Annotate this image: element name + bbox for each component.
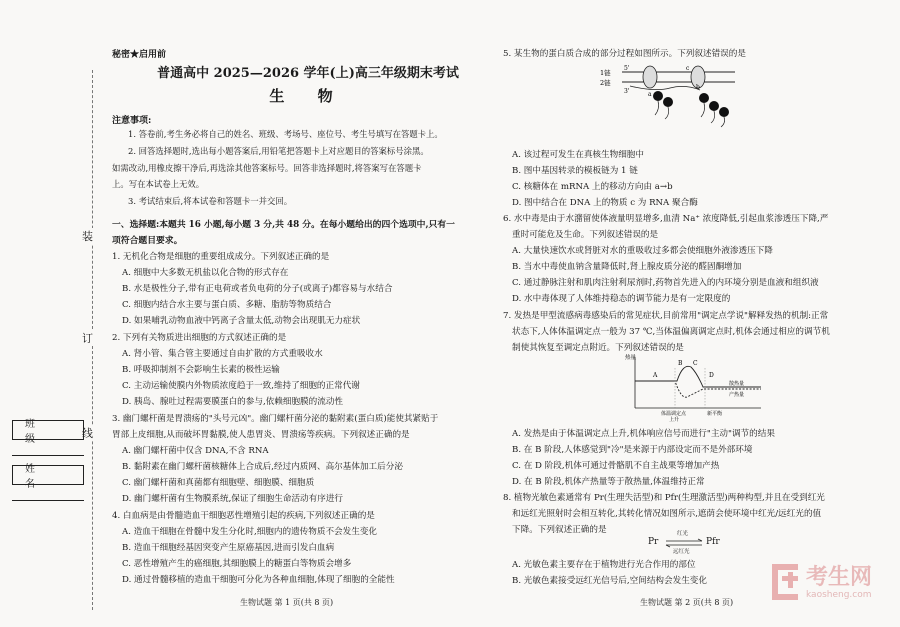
q5-translation-diagram <box>600 62 740 132</box>
q5-label-chain1: 1链 <box>600 69 611 77</box>
q1-option-c: C. 细胞内结合水主要与蛋白质、多糖、脂肪等物质结合 <box>122 300 332 310</box>
q2-option-a: A. 肾小管、集合管主要通过自由扩散的方式重吸收水 <box>122 349 323 359</box>
class-field[interactable] <box>12 455 84 456</box>
q7-stem-cont2: 制使其恢复至调定点附近。下列叙述错误的是 <box>512 343 684 353</box>
watermark-url: kaosheng.com <box>806 590 872 600</box>
q5-label-chain2: 2链 <box>600 79 611 87</box>
watermark-text: 考生网 <box>806 565 873 590</box>
q7-label-b: B <box>678 360 683 367</box>
q3-option-a: A. 幽门螺杆菌中仅含 DNA,不含 RNA <box>122 446 269 456</box>
q7-label-a: A <box>653 372 658 379</box>
subject-title: 生 物 <box>269 87 347 105</box>
q3-option-b: B. 黏附素在幽门螺杆菌核糖体上合成后,经过内质网、高尔基体加工后分泌 <box>122 462 403 472</box>
q2-option-c: C. 主动运输使膜内外物质浓度趋于一致,维持了细胞的正常代谢 <box>122 381 360 391</box>
q6-stem: 6. 水中毒是由于水潴留使体液量明显增多,血清 Na⁺ 浓度降低,引起血浆渗透压下降,严 <box>503 214 829 224</box>
binding-char-xian: 线 <box>82 427 93 440</box>
notice-item: 如需改动,用橡皮擦干净后,再选涂其他答案标号。回答非选择题时,将答案写在答题卡 <box>112 163 422 173</box>
q3-option-d: D. 幽门螺杆菌有生物膜系统,保证了细胞生命活动有序进行 <box>122 494 344 504</box>
q5-stem: 5. 某生物的蛋白质合成的部分过程如图所示。下列叙述错误的是 <box>503 49 746 59</box>
q7-legend-dissipation: 散热量 <box>729 381 745 387</box>
q2-option-d: D. 胰岛、腺吐过程需要膜蛋白的参与,依赖细胞膜的流动性 <box>122 397 344 407</box>
section1-heading-cont: 项符合题目要求。 <box>112 236 183 246</box>
name-field[interactable] <box>12 500 84 501</box>
q7-option-c: C. 在 D 阶段,机体可通过骨骼肌不自主战栗等增加产热 <box>512 461 720 471</box>
binding-char-ding: 订 <box>82 332 93 345</box>
q8-stem-cont: 和远红光照射时会相互转化,其转化情况如图所示,遮荫会使环境中红光/远红光的值 <box>512 509 822 519</box>
notice-item: 3. 考试结束后,将本试卷和答题卡一并交回。 <box>128 196 293 206</box>
q8-eq-red-light: 红光 <box>677 531 689 537</box>
q7-option-d: D. 在 B 阶段,机体产热量等于散热量,体温维持正常 <box>512 477 705 487</box>
binding-char-zhuang: 装 <box>82 230 93 243</box>
q7-xlabel-new-balance: 新平衡 <box>707 411 723 417</box>
q8-equilibrium <box>648 530 728 556</box>
q7-stem: 7. 发热是甲型流感病毒感染后的常见症状,目前常用"调定点学说"解释发热的机制:正常 <box>503 311 829 321</box>
q7-xlabel-rise: 上升 <box>669 417 680 423</box>
q6-stem-cont: 重时可能危及生命。下列叙述错误的是 <box>512 230 659 240</box>
q6-option-d: D. 水中毒体现了人体维持稳态的调节能力是有一定限度的 <box>512 294 731 304</box>
q5-label-c: c <box>686 65 690 72</box>
q3-stem: 3. 幽门螺杆菌是胃溃疡的"头号元凶"。幽门螺杆菌分泌的黏附素(蛋白质)能使其紧贴于 <box>112 414 439 424</box>
q4-option-c: C. 恶性增殖产生的癌细胞,其细胞膜上的糖蛋白等物质会增多 <box>122 559 352 569</box>
q7-xlabel-setpoint: 体温调定点 <box>661 411 687 417</box>
q5-label-3prime: 3' <box>624 88 630 95</box>
q8-eq-pr: Pr <box>648 537 659 547</box>
q3-stem-cont: 胃部上皮细胞,从而破坏胃黏膜,使人患胃炎、胃溃疡等疾病。下列叙述正确的是 <box>112 430 410 440</box>
q6-option-b: B. 当水中毒使血钠含量降低时,肾上腺皮质分泌的醛固酮增加 <box>512 262 742 272</box>
q5-option-a: A. 该过程可发生在真核生物细胞中 <box>512 150 644 160</box>
q1-option-a: A. 细胞中大多数无机盐以化合物的形式存在 <box>122 268 289 278</box>
q8-stem-cont2: 下降。下列叙述正确的是 <box>512 525 607 535</box>
q5-option-c: C. 核糖体在 mRNA 上的移动方向由 a→b <box>512 182 673 192</box>
q5-label-5prime: 5' <box>624 65 630 72</box>
q8-option-b: B. 光敏色素接受远红光信号后,空间结构会发生变化 <box>512 576 707 586</box>
q8-eq-pfr: Pfr <box>706 537 720 547</box>
q8-eq-far-red-light: 远红光 <box>673 549 690 555</box>
q2-option-b: B. 呼吸抑制剂不会影响生长素的极性运输 <box>122 365 280 375</box>
q7-label-d: D <box>709 372 714 379</box>
q7-heat-graph <box>625 353 765 423</box>
q7-option-b: B. 在 B 阶段,人体感觉到"冷"是来源于内部设定而不是外部环境 <box>512 445 753 455</box>
class-label: 班 级 <box>12 420 84 440</box>
watermark <box>770 558 895 610</box>
q5-label-b: b <box>696 84 700 91</box>
name-label: 姓 名 <box>12 465 84 485</box>
notice-item: 2. 回答选择题时,选出每小题答案后,用铅笔把答题卡上对应题目的答案标号涂黑。 <box>128 146 429 156</box>
q1-option-b: B. 水是极性分子,带有正电荷或者负电荷的分子(或离子)都容易与水结合 <box>122 284 393 294</box>
q5-option-d: D. 图中结合在 DNA 上的物质 c 为 RNA 聚合酶 <box>512 198 698 208</box>
q5-option-b: B. 图中基因转录的模板链为 1 链 <box>512 166 638 176</box>
q7-stem-cont: 状态下,人体体温调定点一般为 37 ℃,当体温偏离调定点时,机体会通过相应的调节机 <box>512 327 830 337</box>
binding-margin <box>4 30 104 590</box>
exam-title: 普通高中 2025—2026 学年(上)高三年级期末考试 <box>157 66 459 81</box>
q4-stem: 4. 白血病是由骨髓造血干细胞恶性增殖引起的疾病,下列叙述正确的是 <box>112 511 375 521</box>
q7-label-c: C <box>693 360 698 367</box>
section1-heading: 一、选择题:本题共 16 小题,每小题 3 分,共 48 分。在每小题给出的四个选项中,只有一 <box>112 220 455 230</box>
q4-option-b: B. 造血干细胞经基因突变产生原癌基因,进而引发白血病 <box>122 543 335 553</box>
notice-heading: 注意事项: <box>112 116 152 126</box>
watermark-logo-icon <box>770 562 802 602</box>
secret-mark: 秘密★启用前 <box>112 50 167 60</box>
q8-option-a: A. 光敏色素主要存在于植物进行光合作用的部位 <box>512 560 696 570</box>
q7-option-a: A. 发热是由于体温调定点上升,机体响应信号而进行"主动"调节的结果 <box>512 429 775 439</box>
q6-option-c: C. 通过静脉注射和肌肉注射利尿剂时,药物首先进入的内环境分别是血液和组织液 <box>512 278 819 288</box>
q7-legend-production: 产热量 <box>729 392 745 398</box>
page-footer-right: 生物试题 第 2 页(共 8 页) <box>640 598 734 607</box>
q1-option-d: D. 如果哺乳动物血液中钙离子含量太低,动物会出现肌无力症状 <box>122 316 361 326</box>
q6-option-a: A. 大量快速饮水或肾脏对水的重吸收过多都会使细胞外液渗透压下降 <box>512 246 773 256</box>
page-footer-left: 生物试题 第 1 页(共 8 页) <box>240 598 334 607</box>
q2-stem: 2. 下列有关物质进出细胞的方式叙述正确的是 <box>112 333 287 343</box>
q1-stem: 1. 无机化合物是细胞的重要组成成分。下列叙述正确的是 <box>112 252 330 262</box>
q5-label-a: a <box>648 91 652 98</box>
notice-item: 上。写在本试卷上无效。 <box>112 179 205 189</box>
q7-ylabel: 热量 <box>625 355 637 361</box>
q4-option-d: D. 通过骨髓移植的造血干细胞可分化为各种血细胞,体现了细胞的全能性 <box>122 575 395 585</box>
q3-option-c: C. 幽门螺杆菌和真菌都有细胞壁、细胞膜、细胞质 <box>122 478 315 488</box>
notice-item: 1. 答卷前,考生务必将自己的姓名、班级、考场号、座位号、考生号填写在答题卡上。 <box>128 129 443 139</box>
q4-option-a: A. 造血干细胞在骨髓中发生分化时,细胞内的遗传物质不会发生变化 <box>122 527 378 537</box>
q8-stem: 8. 植物光敏色素通常有 Pr(生理失活型)和 Pfr(生理激活型)两种构型,并且在受到红光 <box>503 493 825 503</box>
